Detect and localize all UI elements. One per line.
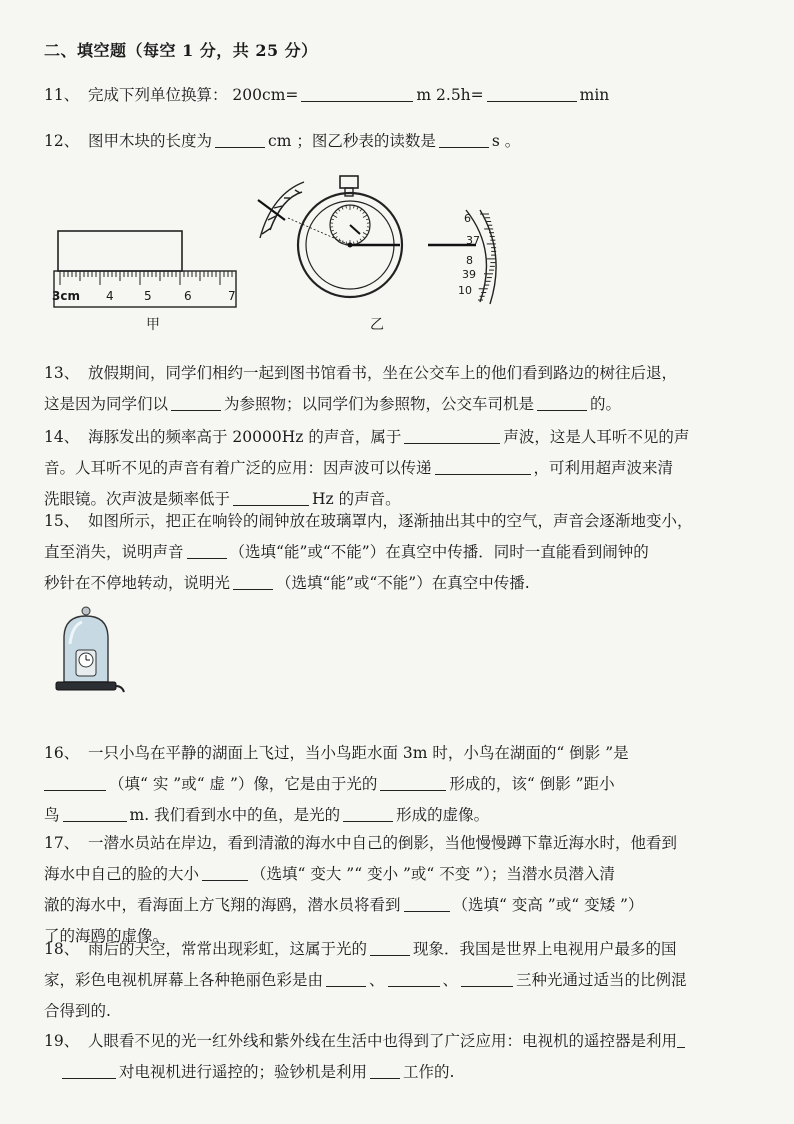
dial-tick — [357, 207, 358, 210]
answer-blank[interactable] — [62, 1060, 116, 1079]
question-12: 12、 图甲木块的长度为 cm ；图乙秒表的读数是 s 。 — [44, 126, 766, 157]
answer-blank[interactable] — [233, 487, 309, 506]
question-number: 18、 — [44, 940, 80, 958]
dial-tick — [363, 236, 365, 238]
dial-tick — [360, 209, 362, 211]
question-17: 17、 一潜水员站在岸边，看到清澈的海水中自己的倒影，当他慢慢蹲下靠近海水时，他看到 海水中自己的脸的大小 （选填“ 变大 ”“ 变小 ”或“ 不变 ”）；当潜水员潜入清 澈的海水中，看海面上方飞翔的海鸥，潜水员将看到 （选填“ 变高 ”或“ 变矮 ”） 了的海鸥的虚像。 — [44, 828, 766, 952]
answer-blank[interactable] — [461, 968, 513, 987]
answer-blank[interactable] — [301, 83, 413, 102]
ruler-tick-label: 7 — [228, 289, 236, 303]
question-number: 13、 — [44, 364, 80, 382]
dial-tick — [331, 219, 334, 220]
ruler-tick-label: 6 — [184, 289, 192, 303]
figure-bell-jar — [50, 604, 130, 698]
question-13: 13、 放假期间，同学们相约一起到图书馆看书，坐在公交车上的他们看到路边的树往后退， 这是因为同学们以 为参照物；以同学们为参照物，公交车司机是 的。 — [44, 358, 766, 420]
wood-block — [58, 231, 182, 271]
dial-tick — [363, 233, 367, 236]
answer-blank[interactable] — [435, 456, 531, 475]
dial-tick — [360, 239, 362, 241]
section-title: 二、填空题（每空 1 分，共 25 分） — [44, 41, 318, 60]
question-number: 16、 — [44, 744, 80, 762]
dial-tick — [363, 215, 367, 218]
answer-blank[interactable] — [404, 425, 500, 444]
question-16: 16、 一只小鸟在平静的湖面上飞过，当小鸟距水面 3m 时，小鸟在湖面的“ 倒影 ”是 （填“ 实 ”或“ 虚 ”）像，它是由于光的 形成的，该“ 倒影 ”距小 鸟 m. 我们看到水中的鱼，是光的 形成的虚像。 — [44, 738, 766, 831]
question-18: 18、 雨后的天空，常常出现彩虹，这属于光的 现象．我国是世界上电视用户最多的国 家，彩色电视机屏幕上各种艳丽色彩是由 、 、 三种光通过适当的比例混 合得到的. — [44, 934, 766, 1027]
answer-blank[interactable] — [171, 392, 221, 411]
answer-blank[interactable] — [233, 571, 273, 590]
answer-blank[interactable] — [343, 803, 393, 822]
dial-tick — [338, 209, 340, 211]
minute-zoom-pointer — [258, 200, 285, 220]
dial-tick — [333, 215, 337, 218]
question-number: 19、 — [44, 1032, 80, 1050]
sec-scale-label: 10 — [458, 284, 472, 297]
question-number: 17、 — [44, 834, 80, 852]
answer-blank[interactable] — [215, 129, 265, 148]
question-15: 15、 如图所示，把正在响铃的闹钟放在玻璃罩内，逐渐抽出其中的空气，声音会逐渐地变小， 直至消失，说明声音 （选填“能”或“不能”）在真空中传播．同时一直能看到闹钟的 秒针在不停地转动，说明光 （选填“能”或“不能”）在真空中传播. — [44, 506, 766, 599]
question-number: 12、 — [44, 132, 80, 150]
answer-blank[interactable] — [63, 803, 127, 822]
answer-blank[interactable] — [370, 1060, 400, 1079]
ruler-tick-label: 3cm — [52, 289, 80, 303]
question-11: 11、 完成下列单位换算： 200cm= m 2.5h= min — [44, 80, 766, 111]
sec-scale-label: 8 — [466, 254, 473, 267]
ruler-tick-label: 4 — [106, 289, 114, 303]
jar-base — [56, 682, 116, 690]
minute-hand — [350, 225, 360, 234]
answer-blank[interactable] — [677, 1029, 685, 1048]
answer-blank[interactable] — [439, 129, 489, 148]
answer-blank[interactable] — [487, 83, 577, 102]
answer-blank[interactable] — [326, 968, 366, 987]
dial-tick — [333, 233, 337, 236]
dial-tick — [366, 219, 369, 220]
answer-blank[interactable] — [187, 540, 227, 559]
figure-ruler — [50, 225, 240, 315]
bell-jar-diagram — [50, 604, 130, 698]
question-number: 15、 — [44, 512, 80, 530]
answer-blank[interactable] — [388, 968, 440, 987]
dial-tick — [331, 230, 334, 231]
dial-tick — [342, 207, 343, 210]
sec-scale-label: 37 — [466, 234, 480, 247]
dial-tick — [342, 241, 343, 244]
dial-tick — [335, 236, 337, 238]
answer-blank[interactable] — [370, 937, 410, 956]
figure-label-yi: 乙 — [370, 317, 384, 333]
answer-blank[interactable] — [202, 862, 248, 881]
answer-blank[interactable] — [44, 772, 106, 791]
figure-label-jia: 甲 — [146, 317, 160, 333]
dial-tick — [363, 212, 365, 214]
question-number: 14、 — [44, 428, 80, 446]
figure-stopwatch — [240, 170, 510, 315]
question-19: 19、 人眼看不见的光一红外线和紫外线在生活中也得到了广泛应用：电视机的遥控器是利用 对电视机进行遥控的；验钞机是利用 工作的. — [44, 1026, 766, 1088]
answer-blank[interactable] — [537, 392, 587, 411]
question-number: 11、 — [44, 86, 80, 104]
dial-tick — [335, 212, 337, 214]
answer-blank[interactable] — [380, 772, 446, 791]
sec-scale-label: 39 — [462, 268, 476, 281]
answer-blank[interactable] — [404, 893, 450, 912]
question-14: 14、 海豚发出的频率高于 20000Hz 的声音，属于 声波，这是人耳听不见的声 音。人耳听不见的声音有着广泛的应用：因声波可以传递 ，可利用超声波来清 洗眼镜。次声波是频率低于 Hz 的声音。 — [44, 422, 766, 515]
ruler-tick-label: 5 — [144, 289, 152, 303]
sec-scale-label: 6 — [464, 212, 471, 225]
dial-tick — [366, 230, 369, 231]
dial-tick — [357, 241, 358, 244]
